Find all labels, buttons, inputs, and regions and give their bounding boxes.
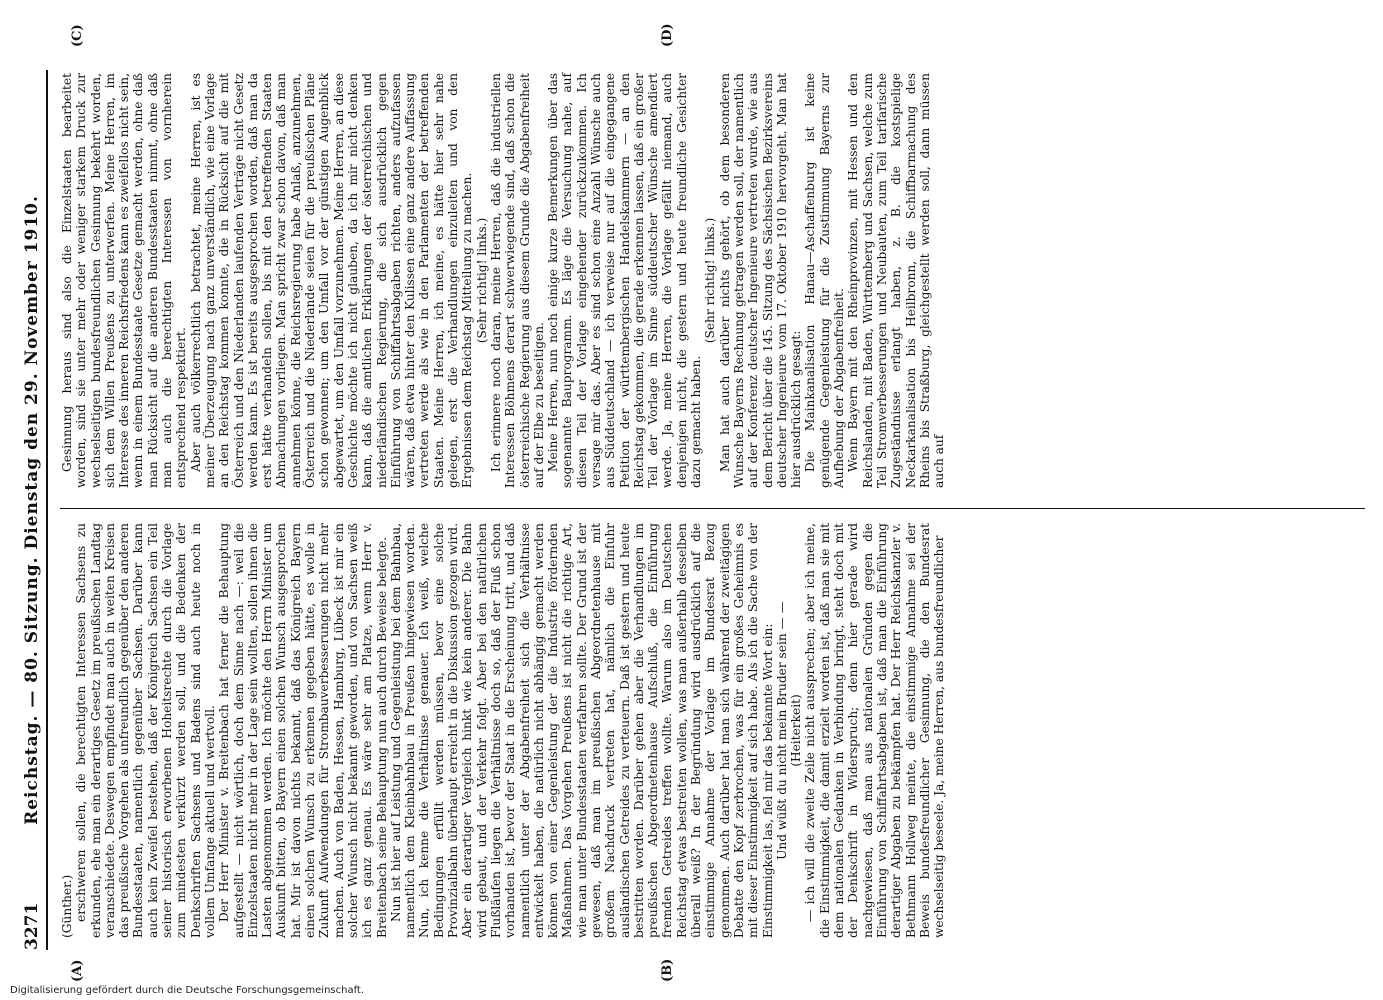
speaker-name: (Günther.) bbox=[60, 874, 74, 938]
interjection: (Heiterkeit) bbox=[789, 694, 804, 767]
paragraph: — ich will die zweite Zeile nicht aussprechen; aber ich meine, die Einstimmigkeit, die damit erzielt worden ist, daß man sie mit dem nationalen Gedanken in Verbindung bringt, steht doch mit der Denkschrift in Widerspruch; denn hier gerade wird nachgewiesen, daß man aus nationalen Gründen gegen die Einführung von Schiffahrtsabgaben ist, daß man die Einführung derartiger Abgaben zu bekämpfen hat. Der Herr Reichskanzler v. Bethmann Hollweg meinte, die einstimmige Annahme sei der Beweis bundesfreundlicher Gesinnung, die den Bundesrat wechselseitig beseele. Ja, meine Herren, aus bundesfreundlicher bbox=[803, 523, 947, 938]
paragraph: Ich erinnere noch daran, meine Herren, daß die industriellen Interessen Böhmens derart schwerwiegende sind, daß schon die österreichische Regierung aus diesem Grunde die Abgabenfreiheit auf der Elbe zu beseitigen. bbox=[488, 73, 546, 488]
running-head: Reichstag. — 80. Sitzung. Dienstag den 29. November 1910. bbox=[22, 195, 42, 825]
page-header bbox=[22, 70, 48, 950]
paragraph: Die Mainkanalisation Hanau—Aschaffenburg ist keine genügende Gegenleistung für die Zustimmung Bayerns zur Aufhebung der Abgabenfreiheit. bbox=[803, 73, 847, 488]
column-divider bbox=[60, 508, 1365, 509]
margin-marker-c: (C) bbox=[70, 24, 85, 47]
interjection: (Sehr richtig! links.) bbox=[703, 217, 718, 344]
paragraph: Gesinnung heraus sind also die Einzelstaaten bearbeitet worden, sind sie unter mehr oder weniger starkem Druck zur wechselseitigen bundesfreundlichen Gesinnung bekehrt worden, sich dem Willen Preußens zu unterwerfen. Meine Herren, im Interesse des inneren Reichsfriedens kann es zweifellos nicht sein, wenn in einem Bundesstaate Gesetze gemacht werden, ohne daß man Rücksicht auf die anderen Bundesstaaten nimmt, ohne daß man auch die berechtigten Interessen von vornherein entsprechend respektiert. bbox=[60, 73, 189, 488]
paragraph: Aber auch völkerrechtlich betrachtet, meine Herren, ist es meiner Überzeugung nach ganz unverständlich, wie eine Vorlage an den Reichstag kommen konnte, die in Rücksicht auf die mit Österreich und den Niederlanden laufenden Verträge nicht Gesetz werden kann. Es ist bereits ausgesprochen worden, daß man da erst hätte verhandeln sollen, bis mit den betreffenden Staaten Abmachungen vorliegen. Man spricht zwar schon davon, daß man annehmen könne, die Reichsregierung habe Anlaß, anzunehmen, Österreich und die Niederlande seien für die preußischen Pläne schon gewonnen; um den Umfall vor der günstigen Augenblick abgewartet, um den Umfall vorzunehmen. Meine Herren, an diese Geschichte möchte ich nicht glauben, da ich mir nicht denken kann, daß die amtlichen Erklärungen der österreichischen und niederländischen Regierung, die sich ausdrücklich gegen Einführung von Schiffahrtsabgaben richten, anders aufzufassen wären, daß etwa hinter den Kulissen eine ganz andere Auffassung vertreten werde als wie in den Parlamenten der betreffenden Staaten. Meine Herren, ich meine, es hätte hier sehr nahe gelegen, erst die Verhandlungen einzuleiten und von den Ergebnissen dem Reichstag Mitteilung zu machen. bbox=[188, 73, 475, 488]
paragraph: Nun ist hier auf Leistung und Gegenleistung bei dem Bahnbau, namentlich dem Kleinbahnbau in Preußen hingewiesen worden. Nun, ich kenne die Verhältnisse genauer. Ich weiß, welche Bedingungen erfüllt werden müssen, bevor eine solche Provinzialbahn überhaupt erreicht in die Diskussion gezogen wird. Aber ein derartiger Vergleich hinkt wie kein anderer. Die Bahn wird gebaut, und der Verkehr folgt. Aber bei den natürlichen Flußläufen liegen die Verhältnisse doch so, daß der Fluß schon vorhanden ist, bevor der Staat in die Erscheinung tritt, und daß namentlich unter der Abgabenfreiheit sich die Verhältnisse entwickelt haben, die natürlich nicht abhängig gemacht werden können von einer Gegenleistung der die Industrie fördernden Maßnahmen. Das Vorgehen Preußens ist nicht die richtige Art, wie man unter Bundesstaaten verfahren sollte. Der Grund ist der gewesen, daß man im preußischen Abgeordnetenhause mit großem Nachdruck vertreten hat, nämlich die Einfuhr ausländischen Getreides zu verteuern. Daß ist gestern und heute bestritten worden. Darüber gehen aber die Verhandlungen im preußischen Abgeordnetenhause Aufschluß, die Einführung fremden Getreides treffen wollte. Warum also im Deutschen Reichstag etwas bestreiten wollen, was man außerhalb desselben überall weiß? In der Begründung wird ausdrücklich auf die einstimmige Annahme der Vorlage im Bundesrat Bezug genommen. Auch darüber hat man sich während der zweitägigen Debatte den Kopf zerbrochen, was für ein großes Geheimnis es mit dieser Einstimmigkeit auf sich habe. Als ich die Sache von der Einstimmigkeit las, fiel mir das bekannte Wort ein: bbox=[388, 523, 775, 938]
paragraph: Wenn Bayern mit den Rheinprovinzen, mit Hessen und den Reichslanden, mit Baden, Württemberg und Sachsen, welche zum Teil Stromverbesserungen und Neubauten, zum Teil tarifarische Zugeständnisse erlangt haben, z. B. die kostspielige Neckarkanalisation bis Heilbronn, die Schiffbarmachung des Rheins bis Straßburg, gleichgestellt werden soll, dann müssen auch auf bbox=[846, 73, 947, 488]
margin-marker-a: (A) bbox=[70, 959, 85, 982]
margin-marker-d: (D) bbox=[660, 23, 675, 47]
paragraph: Meine Herren, nun noch einige kurze Bemerkungen über das sogenannte Bauprogramm. Es läge die Versuchung nahe, auf diesen Teil der Vorlage eingehender zurückzukommen. Ich versage mir das. Aber es sind schon eine Anzahl Wünsche auch aus Süddeutschland — ich verweise nur auf die eingegangene Petition der württembergischen Handelskammern — an den Reichstag gekommen, die gerade erkennen lassen, daß ein großer Teil der Vorlage im Sinne süddeutscher Wünsche amendiert werde. Ja, meine Herren, die Vorlage gefällt niemand, auch denjenigen nicht, die gestern und heute freundliche Gesichter dazu gemacht haben. bbox=[546, 73, 704, 488]
paragraph: Der Herr Minister v. Breitenbach hat ferner die Behauptung aufgestellt — nicht wörtlich, doch dem Sinne nach —: weil die Einzelstaaten nicht mehr in der Lage sein wollten, sollen ihnen die Lasten abgenommen werden. Ich möchte den Herrn Minister um Auskunft bitten, ob Bayern einen solchen Wunsch ausgesprochen hat. Mir ist davon nichts bekannt, daß das Königreich Bayern einen solchen Wunsch zu erkennen gegeben hätte, es wolle in Zukunft Aufwendungen für Strombauverbesserungen nicht mehr machen. Auch von Baden, Hessen, Hamburg, Lübeck ist mir ein solcher Wunsch nicht bekannt geworden, und von Sachsen weiß ich es ganz genau. Es wäre sehr am Platze, wenn Herr v. Breitenbach seine Behauptung nun auch durch Beweise belegte. bbox=[217, 523, 389, 938]
paragraph: Man hat auch darüber nichts gehört, ob dem besonderen Wunsche Bayerns Rechnung getragen werden soll, der namentlich auf der Konferenz deutscher Ingenieure vertreten wurde, wie aus dem Bericht über die 145. Sitzung des Sächsischen Bezirksvereins deutscher Ingenieure vom 17. Oktober 1910 hervorgeht. Man hat hier ausdrücklich gesagt: bbox=[717, 73, 804, 488]
column-left-text bbox=[60, 523, 946, 938]
page-number: 3271 bbox=[22, 902, 42, 950]
margin-marker-b: (B) bbox=[660, 958, 675, 982]
paragraph: erschweren sollen, die berechtigten Interessen Sachsens zu erkunden, ehe man ein derartiges Gesetz im preußischen Landtag veranschiedete. Deswegen empfindet man auch in weiten Kreisen das preußische Vorgehen als unfreundlich gegenüber den anderen Bundesstaaten, namentlich gegenüber Sachsen. Darüber kann auch kein Zweifel bestehen, daß der Königreich Sachsen ein Teil seiner historisch erworbenen Hoheitsrechte durch die Vorlage zum mindesten verkürzt werden soll, und die Bedenken der Denkschriften Sachsens und Badens sind auch heute noch in vollem Umfange aktuell und wertvoll. bbox=[74, 523, 217, 938]
interjection: (Sehr richtig! links.) bbox=[474, 217, 489, 344]
digitization-credit: Digitalisierung gefördert durch die Deutsche Forschungsgemeinschaft. bbox=[10, 985, 365, 996]
interjection: Und wüßt du nicht mein Bruder sein — — bbox=[774, 601, 789, 860]
column-right-text bbox=[60, 73, 946, 488]
